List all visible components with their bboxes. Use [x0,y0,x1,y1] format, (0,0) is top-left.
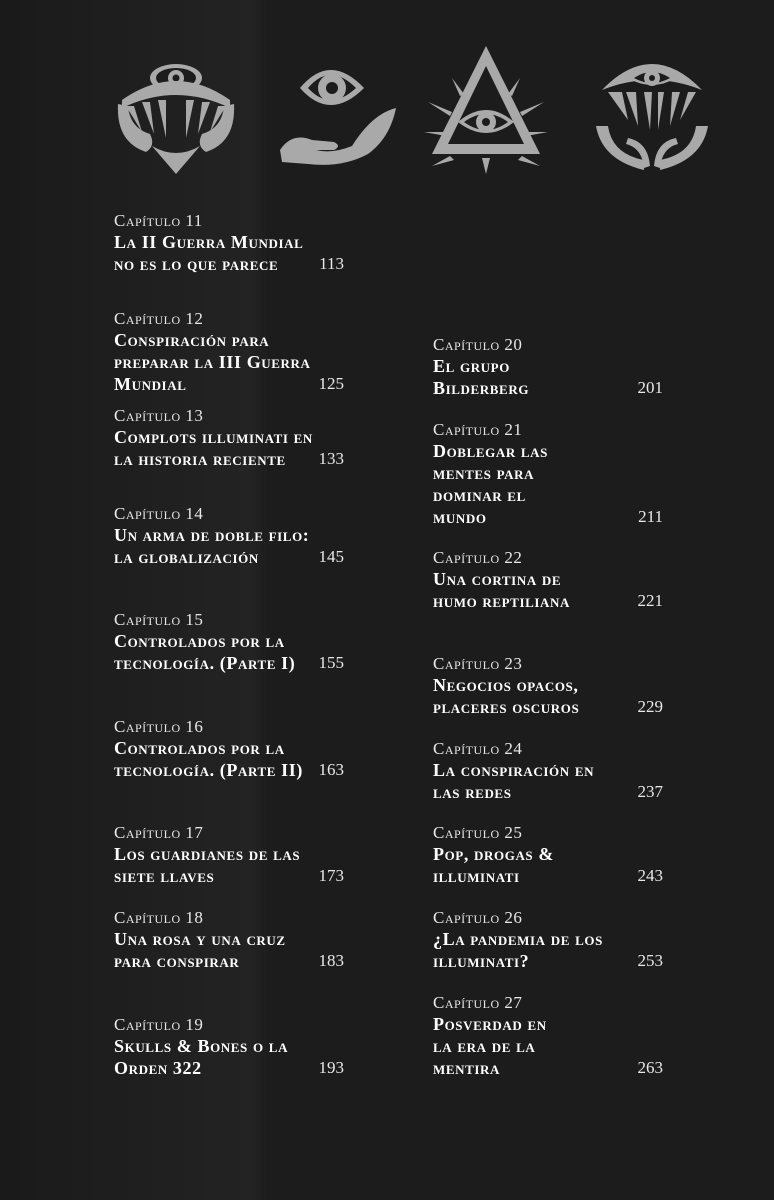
toc-entry[interactable] [114,211,346,275]
chapter-label: Capítulo 19 [114,1015,204,1034]
page-number: 201 [637,378,663,397]
toc-entry[interactable] [114,610,346,674]
chapter-label: Capítulo 24 [433,739,523,758]
toc-entry[interactable] [114,406,346,470]
chapter-label: Capítulo 13 [114,406,204,425]
toc-entry[interactable] [433,548,665,612]
eye-sunburst-hands-icon [112,42,240,174]
page-number: 173 [318,866,344,885]
chapter-title: El grupo Bilderberg [433,356,530,398]
chapter-label: Capítulo 21 [433,420,523,439]
page-number: 125 [318,374,344,393]
toc-entry[interactable] [114,504,346,568]
eye-open-hand-icon [272,42,400,174]
chapter-title: Un arma de doble filo: la globalización [114,525,310,567]
chapter-title: La II Guerra Mundial no es lo que parece [114,232,304,274]
chapter-label: Capítulo 12 [114,309,204,328]
chapter-label: Capítulo 25 [433,823,523,842]
chapter-label: Capítulo 11 [114,211,203,230]
toc-entry[interactable] [433,908,665,972]
chapter-title: ¿La pandemia de los illuminati? [433,929,603,971]
page-number: 183 [318,951,344,970]
toc-entry[interactable] [433,654,665,718]
toc-entry[interactable] [114,823,346,887]
page-number: 243 [637,866,663,885]
chapter-title: Los guardianes de las siete llaves [114,844,301,886]
toc-entry[interactable] [433,739,665,803]
chapter-label: Capítulo 16 [114,717,204,736]
page-number: 155 [318,653,344,672]
chapter-label: Capítulo 15 [114,610,204,629]
toc-entry[interactable] [433,823,665,887]
page-number: 163 [318,760,344,779]
chapter-label: Capítulo 26 [433,908,523,927]
page-number: 253 [637,951,663,970]
chapter-title: Negocios opacos, placeres oscuros [433,675,580,717]
chapter-label: Capítulo 22 [433,548,523,567]
chapter-title: Una cortina de humo reptiliana [433,569,571,611]
chapter-title: Doblegar las mentes para dominar el mundo [433,441,549,527]
chapter-title: Una rosa y una cruz para conspirar [114,929,286,971]
page-number: 211 [638,507,663,526]
chapter-label: Capítulo 20 [433,335,523,354]
chapter-label: Capítulo 14 [114,504,204,523]
toc-entry[interactable] [433,335,665,399]
chapter-label: Capítulo 27 [433,993,523,1012]
eye-pyramid-icon [422,42,550,174]
toc-entry[interactable] [433,993,665,1079]
page-number: 263 [637,1058,663,1077]
toc-entry[interactable] [114,908,346,972]
chapter-title: Conspiración para preparar la III Guerra Mundial [114,330,311,394]
chapter-title: La conspiración en las redes [433,760,595,802]
toc-entry[interactable] [114,309,346,395]
page-number: 113 [319,254,344,273]
chapter-label: Capítulo 18 [114,908,204,927]
page-number: 133 [318,449,344,468]
page-number: 145 [318,547,344,566]
toc-entry[interactable] [114,1015,346,1079]
chapter-title: Skulls & Bones o la Orden 322 [114,1036,289,1078]
chapter-title: Pop, drogas & illuminati [433,844,554,886]
chapter-title: Controlados por la tecnología. (Parte II) [114,738,303,780]
chapter-title: Posverdad en la era de la mentira [433,1014,547,1078]
toc-entry[interactable] [114,717,346,781]
page-number: 237 [637,782,663,801]
chapter-label: Capítulo 17 [114,823,204,842]
chapter-title: Complots illuminati en la historia reciente [114,427,313,469]
chapter-title: Controlados por la tecnología. (Parte I) [114,631,296,673]
chapter-label: Capítulo 23 [433,654,523,673]
eye-sunburst-praying-hands-icon [588,42,716,174]
page-number: 221 [637,591,663,610]
page-number: 229 [637,697,663,716]
page-number: 193 [318,1058,344,1077]
toc-entry[interactable] [433,420,665,528]
